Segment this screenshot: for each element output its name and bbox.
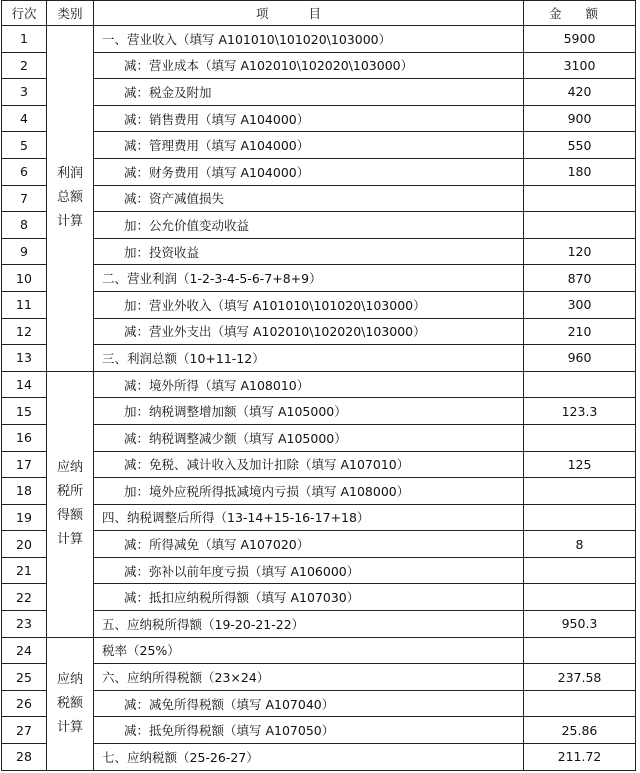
row-number: 7	[2, 185, 47, 212]
item-label: 减：免税、减计收入及加计扣除（填写 A107010）	[94, 451, 524, 478]
category-cell	[47, 26, 94, 372]
item-label: 减：资产减值损失	[94, 185, 524, 212]
item-label: 税率（25%）	[94, 637, 524, 664]
row-number: 6	[2, 158, 47, 185]
row-number: 10	[2, 265, 47, 292]
amount-value: 3100	[524, 52, 636, 79]
row-number: 25	[2, 664, 47, 691]
table-row	[2, 611, 636, 638]
row-number: 21	[2, 557, 47, 584]
table-row	[2, 424, 636, 451]
row-number: 5	[2, 132, 47, 159]
table-row	[2, 238, 636, 265]
item-label: 减：纳税调整减少额（填写 A105000）	[94, 424, 524, 451]
amount-value: 8	[524, 531, 636, 558]
amount-value: 950.3	[524, 611, 636, 638]
row-number: 12	[2, 318, 47, 345]
header-item: 项目	[94, 1, 524, 26]
category-label: 应纳税所得额计算	[57, 460, 84, 548]
item-label: 二、营业利润（1-2-3-4-5-6-7+8+9）	[94, 265, 524, 292]
tax-return-table	[1, 0, 636, 771]
row-number: 16	[2, 424, 47, 451]
row-number: 1	[2, 26, 47, 53]
item-label: 减：营业成本（填写 A102010\102020\103000）	[94, 52, 524, 79]
category-cell	[47, 637, 94, 770]
amount-value: 550	[524, 132, 636, 159]
table-row	[2, 504, 636, 531]
row-number: 19	[2, 504, 47, 531]
amount-value: 211.72	[524, 744, 636, 771]
table-row	[2, 105, 636, 132]
amount-value	[524, 424, 636, 451]
table-body	[2, 26, 636, 771]
table-row	[2, 531, 636, 558]
amount-value: 900	[524, 105, 636, 132]
item-label: 加：营业外收入（填写 A101010\101020\103000）	[94, 291, 524, 318]
item-label: 加：纳税调整增加额（填写 A105000）	[94, 398, 524, 425]
header-category: 类别	[47, 1, 94, 26]
amount-value	[524, 212, 636, 239]
row-number: 14	[2, 371, 47, 398]
amount-value: 300	[524, 291, 636, 318]
row-number: 17	[2, 451, 47, 478]
amount-value: 870	[524, 265, 636, 292]
row-number: 11	[2, 291, 47, 318]
amount-value	[524, 478, 636, 505]
amount-value: 120	[524, 238, 636, 265]
category-cell	[47, 371, 94, 637]
table-row	[2, 664, 636, 691]
header-row-number: 行次	[2, 1, 47, 26]
table-row	[2, 26, 636, 53]
amount-value: 25.86	[524, 717, 636, 744]
table-row	[2, 79, 636, 106]
item-label: 减：抵扣应纳税所得额（填写 A107030）	[94, 584, 524, 611]
amount-value: 237.58	[524, 664, 636, 691]
table-row	[2, 717, 636, 744]
item-label: 减：税金及附加	[94, 79, 524, 106]
item-label: 加：境外应税所得抵减境内亏损（填写 A108000）	[94, 478, 524, 505]
table-row	[2, 478, 636, 505]
table-row	[2, 584, 636, 611]
item-label: 减：弥补以前年度亏损（填写 A106000）	[94, 557, 524, 584]
row-number: 13	[2, 345, 47, 372]
table-row	[2, 132, 636, 159]
table-row	[2, 345, 636, 372]
category-label: 利润总额计算	[57, 166, 84, 230]
item-label: 七、应纳税额（25-26-27）	[94, 744, 524, 771]
row-number: 23	[2, 611, 47, 638]
amount-value	[524, 584, 636, 611]
amount-value: 123.3	[524, 398, 636, 425]
row-number: 24	[2, 637, 47, 664]
header-amount: 金额	[524, 1, 636, 26]
table-row	[2, 185, 636, 212]
row-number: 15	[2, 398, 47, 425]
table-row	[2, 398, 636, 425]
table-row	[2, 318, 636, 345]
amount-value	[524, 637, 636, 664]
table-row	[2, 158, 636, 185]
row-number: 26	[2, 690, 47, 717]
row-number: 22	[2, 584, 47, 611]
row-number: 4	[2, 105, 47, 132]
item-label: 五、应纳税所得额（19-20-21-22）	[94, 611, 524, 638]
row-number: 2	[2, 52, 47, 79]
table-row	[2, 52, 636, 79]
amount-value: 960	[524, 345, 636, 372]
amount-value	[524, 185, 636, 212]
amount-value: 210	[524, 318, 636, 345]
amount-value: 125	[524, 451, 636, 478]
item-label: 减：营业外支出（填写 A102010\102020\103000）	[94, 318, 524, 345]
item-label: 四、纳税调整后所得（13-14+15-16-17+18）	[94, 504, 524, 531]
table-row	[2, 212, 636, 239]
item-label: 六、应纳所得税额（23×24）	[94, 664, 524, 691]
row-number: 20	[2, 531, 47, 558]
item-label: 减：减免所得税额（填写 A107040）	[94, 690, 524, 717]
item-label: 减：抵免所得税额（填写 A107050）	[94, 717, 524, 744]
row-number: 9	[2, 238, 47, 265]
amount-value: 420	[524, 79, 636, 106]
item-label: 减：财务费用（填写 A104000）	[94, 158, 524, 185]
table-row	[2, 265, 636, 292]
table-row	[2, 557, 636, 584]
item-label: 减：管理费用（填写 A104000）	[94, 132, 524, 159]
table-header-row	[2, 1, 636, 26]
item-label: 三、利润总额（10+11-12）	[94, 345, 524, 372]
row-number: 27	[2, 717, 47, 744]
item-label: 减：销售费用（填写 A104000）	[94, 105, 524, 132]
amount-value	[524, 557, 636, 584]
row-number: 3	[2, 79, 47, 106]
table-row	[2, 637, 636, 664]
row-number: 28	[2, 744, 47, 771]
amount-value: 5900	[524, 26, 636, 53]
row-number: 8	[2, 212, 47, 239]
item-label: 加：公允价值变动收益	[94, 212, 524, 239]
item-label: 减：所得减免（填写 A107020）	[94, 531, 524, 558]
amount-value	[524, 504, 636, 531]
category-label: 应纳税额计算	[57, 671, 84, 735]
amount-value	[524, 690, 636, 717]
amount-value: 180	[524, 158, 636, 185]
item-label: 减：境外所得（填写 A108010）	[94, 371, 524, 398]
table-row	[2, 291, 636, 318]
table-row	[2, 451, 636, 478]
table-row	[2, 690, 636, 717]
amount-value	[524, 371, 636, 398]
item-label: 加：投资收益	[94, 238, 524, 265]
table-row	[2, 371, 636, 398]
table-row	[2, 744, 636, 771]
item-label: 一、营业收入（填写 A101010\101020\103000）	[94, 26, 524, 53]
row-number: 18	[2, 478, 47, 505]
